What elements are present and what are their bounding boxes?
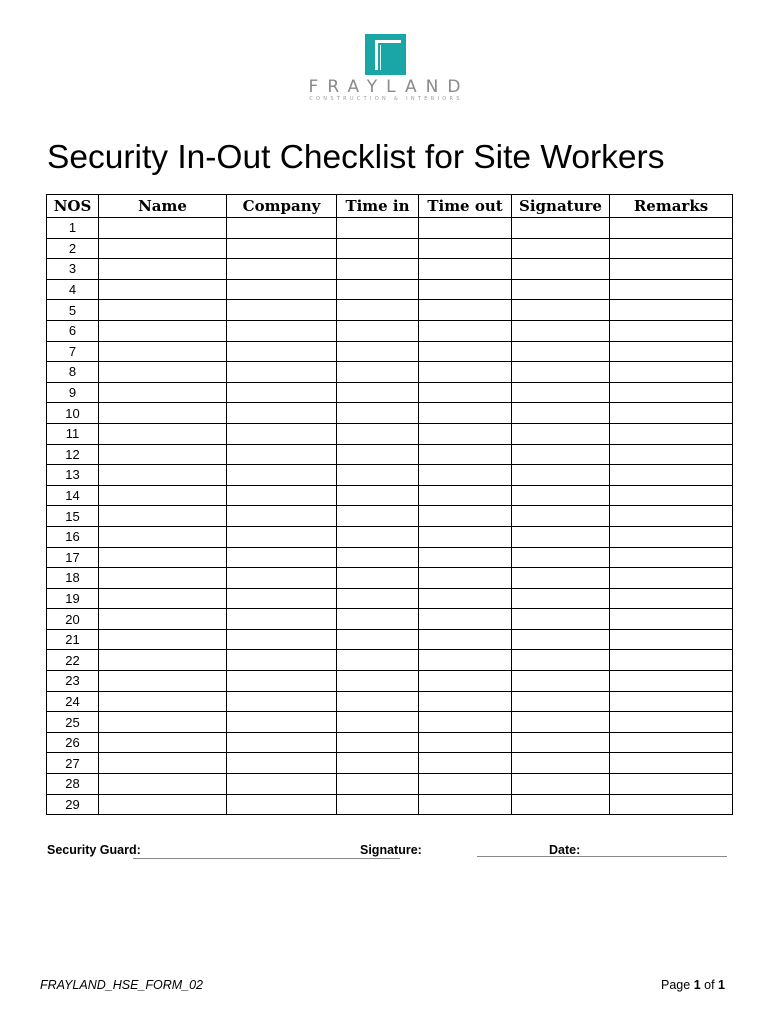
cell-name[interactable]	[99, 259, 227, 280]
cell-nos: 22	[47, 650, 99, 671]
cell-time-in[interactable]	[337, 465, 419, 486]
table-row	[47, 609, 733, 630]
cell-remarks[interactable]	[610, 279, 733, 300]
cell-time-in[interactable]	[337, 218, 419, 239]
table-row	[47, 588, 733, 609]
cell-remarks[interactable]	[610, 341, 733, 362]
logo-brand-name: FRAYLAND	[308, 77, 470, 97]
table-row	[47, 218, 733, 239]
cell-time-out[interactable]	[419, 774, 512, 795]
cell-name[interactable]	[99, 506, 227, 527]
cell-remarks[interactable]	[610, 320, 733, 341]
cell-name[interactable]	[99, 320, 227, 341]
cell-name[interactable]	[99, 444, 227, 465]
cell-name[interactable]	[99, 547, 227, 568]
cell-signature[interactable]	[512, 279, 610, 300]
cell-time-out[interactable]	[419, 671, 512, 692]
table-row	[47, 341, 733, 362]
cell-nos: 11	[47, 423, 99, 444]
cell-time-out[interactable]	[419, 218, 512, 239]
table-row	[47, 423, 733, 444]
cell-signature[interactable]	[512, 506, 610, 527]
cell-remarks[interactable]	[610, 588, 733, 609]
cell-remarks[interactable]	[610, 403, 733, 424]
table-row	[47, 279, 733, 300]
table-row	[47, 320, 733, 341]
table-row	[47, 794, 733, 815]
cell-signature[interactable]	[512, 526, 610, 547]
cell-time-in[interactable]	[337, 238, 419, 259]
cell-remarks[interactable]	[610, 629, 733, 650]
cell-signature[interactable]	[512, 629, 610, 650]
cell-time-in[interactable]	[337, 526, 419, 547]
cell-time-out[interactable]	[419, 423, 512, 444]
cell-time-out[interactable]	[419, 547, 512, 568]
cell-company[interactable]	[227, 362, 337, 383]
cell-time-in[interactable]	[337, 712, 419, 733]
cell-company[interactable]	[227, 671, 337, 692]
cell-remarks[interactable]	[610, 753, 733, 774]
cell-time-out[interactable]	[419, 568, 512, 589]
cell-remarks[interactable]	[610, 526, 733, 547]
page-number	[661, 978, 725, 992]
cell-remarks[interactable]	[610, 423, 733, 444]
cell-signature[interactable]	[512, 238, 610, 259]
cell-remarks[interactable]	[610, 774, 733, 795]
cell-time-out[interactable]	[419, 259, 512, 280]
cell-nos: 5	[47, 300, 99, 321]
cell-time-in[interactable]	[337, 588, 419, 609]
cell-remarks[interactable]	[610, 382, 733, 403]
cell-remarks[interactable]	[610, 568, 733, 589]
cell-time-in[interactable]	[337, 691, 419, 712]
cell-time-in[interactable]	[337, 444, 419, 465]
cell-nos: 14	[47, 485, 99, 506]
cell-name[interactable]	[99, 465, 227, 486]
table-row	[47, 506, 733, 527]
cell-company[interactable]	[227, 423, 337, 444]
cell-time-out[interactable]	[419, 279, 512, 300]
cell-time-out[interactable]	[419, 526, 512, 547]
cell-signature[interactable]	[512, 362, 610, 383]
table-row	[47, 732, 733, 753]
cell-time-in[interactable]	[337, 485, 419, 506]
cell-time-out[interactable]	[419, 794, 512, 815]
cell-time-in[interactable]	[337, 362, 419, 383]
cell-time-out[interactable]	[419, 588, 512, 609]
cell-nos: 26	[47, 732, 99, 753]
cell-signature[interactable]	[512, 609, 610, 630]
column-header-name: Name	[99, 195, 227, 218]
cell-signature[interactable]	[512, 794, 610, 815]
cell-name[interactable]	[99, 588, 227, 609]
cell-time-in[interactable]	[337, 506, 419, 527]
cell-time-in[interactable]	[337, 671, 419, 692]
cell-time-in[interactable]	[337, 650, 419, 671]
cell-signature[interactable]	[512, 691, 610, 712]
cell-nos: 19	[47, 588, 99, 609]
cell-nos: 9	[47, 382, 99, 403]
cell-name[interactable]	[99, 403, 227, 424]
cell-time-in[interactable]	[337, 300, 419, 321]
cell-remarks[interactable]	[610, 218, 733, 239]
cell-remarks[interactable]	[610, 547, 733, 568]
cell-company[interactable]	[227, 259, 337, 280]
form-code: FRAYLAND_HSE_FORM_02	[40, 978, 204, 992]
cell-nos: 13	[47, 465, 99, 486]
cell-nos: 7	[47, 341, 99, 362]
cell-time-in[interactable]	[337, 279, 419, 300]
cell-time-in[interactable]	[337, 609, 419, 630]
security-guard-label: Security Guard:	[47, 843, 141, 857]
cell-company[interactable]	[227, 341, 337, 362]
cell-nos: 10	[47, 403, 99, 424]
cell-remarks[interactable]	[610, 506, 733, 527]
cell-name[interactable]	[99, 423, 227, 444]
cell-signature[interactable]	[512, 774, 610, 795]
cell-name[interactable]	[99, 568, 227, 589]
signature-label: Signature:	[360, 843, 422, 857]
cell-company[interactable]	[227, 691, 337, 712]
cell-time-out[interactable]	[419, 320, 512, 341]
cell-company[interactable]	[227, 650, 337, 671]
table-row	[47, 403, 733, 424]
cell-time-in[interactable]	[337, 341, 419, 362]
cell-remarks[interactable]	[610, 362, 733, 383]
column-header-time-out: Time out	[419, 195, 512, 218]
cell-signature[interactable]	[512, 485, 610, 506]
cell-company[interactable]	[227, 218, 337, 239]
cell-name[interactable]	[99, 279, 227, 300]
table-header-row	[47, 195, 733, 218]
cell-nos: 3	[47, 259, 99, 280]
cell-name[interactable]	[99, 629, 227, 650]
cell-time-out[interactable]	[419, 629, 512, 650]
cell-company[interactable]	[227, 732, 337, 753]
cell-remarks[interactable]	[610, 691, 733, 712]
page-word: Page	[661, 978, 691, 992]
cell-time-in[interactable]	[337, 732, 419, 753]
cell-signature[interactable]	[512, 382, 610, 403]
cell-nos: 27	[47, 753, 99, 774]
cell-remarks[interactable]	[610, 444, 733, 465]
cell-name[interactable]	[99, 691, 227, 712]
table-row	[47, 671, 733, 692]
page-of-word: of	[704, 978, 715, 992]
cell-nos: 17	[47, 547, 99, 568]
table-row	[47, 712, 733, 733]
cell-remarks[interactable]	[610, 259, 733, 280]
cell-nos: 2	[47, 238, 99, 259]
cell-nos: 21	[47, 629, 99, 650]
cell-company[interactable]	[227, 568, 337, 589]
cell-name[interactable]	[99, 753, 227, 774]
cell-name[interactable]	[99, 218, 227, 239]
cell-signature[interactable]	[512, 341, 610, 362]
cell-time-out[interactable]	[419, 444, 512, 465]
cell-name[interactable]	[99, 732, 227, 753]
cell-company[interactable]	[227, 506, 337, 527]
cell-time-out[interactable]	[419, 300, 512, 321]
cell-time-out[interactable]	[419, 403, 512, 424]
cell-signature[interactable]	[512, 465, 610, 486]
table-row	[47, 691, 733, 712]
cell-name[interactable]	[99, 712, 227, 733]
cell-time-in[interactable]	[337, 259, 419, 280]
table-row	[47, 774, 733, 795]
cell-signature[interactable]	[512, 732, 610, 753]
cell-remarks[interactable]	[610, 609, 733, 630]
cell-company[interactable]	[227, 526, 337, 547]
page-total: 1	[718, 978, 725, 992]
column-header-signature: Signature	[512, 195, 610, 218]
logo-tagline: CONSTRUCTION & INTERIORS	[309, 96, 463, 102]
cell-name[interactable]	[99, 382, 227, 403]
cell-company[interactable]	[227, 774, 337, 795]
logo-mark-icon	[365, 34, 406, 75]
cell-remarks[interactable]	[610, 650, 733, 671]
cell-name[interactable]	[99, 341, 227, 362]
column-header-nos: NOS	[47, 195, 99, 218]
table-row	[47, 238, 733, 259]
cell-nos: 24	[47, 691, 99, 712]
cell-time-out[interactable]	[419, 382, 512, 403]
cell-nos: 23	[47, 671, 99, 692]
cell-company[interactable]	[227, 300, 337, 321]
cell-signature[interactable]	[512, 753, 610, 774]
cell-nos: 4	[47, 279, 99, 300]
cell-company[interactable]	[227, 588, 337, 609]
cell-name[interactable]	[99, 238, 227, 259]
cell-time-in[interactable]	[337, 568, 419, 589]
cell-company[interactable]	[227, 444, 337, 465]
cell-nos: 16	[47, 526, 99, 547]
checklist-table	[46, 194, 733, 815]
cell-remarks[interactable]	[610, 671, 733, 692]
cell-time-out[interactable]	[419, 465, 512, 486]
cell-company[interactable]	[227, 712, 337, 733]
cell-company[interactable]	[227, 609, 337, 630]
cell-time-out[interactable]	[419, 650, 512, 671]
column-header-time-in: Time in	[337, 195, 419, 218]
cell-time-out[interactable]	[419, 609, 512, 630]
cell-nos: 25	[47, 712, 99, 733]
cell-nos: 29	[47, 794, 99, 815]
cell-time-out[interactable]	[419, 362, 512, 383]
cell-name[interactable]	[99, 609, 227, 630]
cell-remarks[interactable]	[610, 238, 733, 259]
cell-time-out[interactable]	[419, 712, 512, 733]
cell-time-in[interactable]	[337, 753, 419, 774]
column-header-remarks: Remarks	[610, 195, 733, 218]
cell-nos: 15	[47, 506, 99, 527]
cell-time-in[interactable]	[337, 423, 419, 444]
cell-remarks[interactable]	[610, 300, 733, 321]
cell-signature[interactable]	[512, 218, 610, 239]
table-row	[47, 568, 733, 589]
cell-company[interactable]	[227, 238, 337, 259]
cell-name[interactable]	[99, 300, 227, 321]
cell-nos: 1	[47, 218, 99, 239]
page-current: 1	[693, 978, 701, 992]
cell-signature[interactable]	[512, 300, 610, 321]
column-header-company: Company	[227, 195, 337, 218]
cell-signature[interactable]	[512, 588, 610, 609]
cell-company[interactable]	[227, 629, 337, 650]
cell-signature[interactable]	[512, 444, 610, 465]
date-label: Date:	[549, 843, 581, 857]
cell-time-in[interactable]	[337, 629, 419, 650]
cell-signature[interactable]	[512, 547, 610, 568]
table-body	[47, 218, 733, 815]
cell-signature[interactable]	[512, 259, 610, 280]
cell-nos: 6	[47, 320, 99, 341]
table-row	[47, 629, 733, 650]
cell-time-out[interactable]	[419, 485, 512, 506]
cell-signature[interactable]	[512, 650, 610, 671]
cell-signature[interactable]	[512, 568, 610, 589]
cell-time-in[interactable]	[337, 547, 419, 568]
cell-time-in[interactable]	[337, 320, 419, 341]
cell-signature[interactable]	[512, 423, 610, 444]
cell-signature[interactable]	[512, 403, 610, 424]
table-row	[47, 259, 733, 280]
cell-nos: 12	[47, 444, 99, 465]
cell-remarks[interactable]	[610, 732, 733, 753]
cell-time-in[interactable]	[337, 794, 419, 815]
cell-nos: 8	[47, 362, 99, 383]
cell-name[interactable]	[99, 650, 227, 671]
table-row	[47, 465, 733, 486]
table-row	[47, 485, 733, 506]
cell-company[interactable]	[227, 320, 337, 341]
cell-name[interactable]	[99, 526, 227, 547]
cell-company[interactable]	[227, 753, 337, 774]
cell-company[interactable]	[227, 382, 337, 403]
cell-time-out[interactable]	[419, 691, 512, 712]
cell-name[interactable]	[99, 774, 227, 795]
cell-signature[interactable]	[512, 320, 610, 341]
cell-company[interactable]	[227, 403, 337, 424]
cell-name[interactable]	[99, 671, 227, 692]
cell-remarks[interactable]	[610, 712, 733, 733]
cell-time-out[interactable]	[419, 506, 512, 527]
cell-company[interactable]	[227, 547, 337, 568]
table-row	[47, 650, 733, 671]
cell-time-out[interactable]	[419, 753, 512, 774]
security-guard-field-line[interactable]	[133, 858, 400, 859]
cell-remarks[interactable]	[610, 485, 733, 506]
cell-name[interactable]	[99, 485, 227, 506]
cell-nos: 20	[47, 609, 99, 630]
cell-company[interactable]	[227, 794, 337, 815]
table-row	[47, 300, 733, 321]
page-title: Security In-Out Checklist for Site Workers	[47, 139, 665, 176]
cell-name[interactable]	[99, 362, 227, 383]
cell-time-in[interactable]	[337, 382, 419, 403]
cell-time-out[interactable]	[419, 732, 512, 753]
table-row	[47, 382, 733, 403]
cell-time-in[interactable]	[337, 403, 419, 424]
cell-company[interactable]	[227, 465, 337, 486]
cell-time-out[interactable]	[419, 238, 512, 259]
table-row	[47, 547, 733, 568]
cell-signature[interactable]	[512, 712, 610, 733]
table-row	[47, 753, 733, 774]
cell-nos: 18	[47, 568, 99, 589]
table-row	[47, 444, 733, 465]
cell-signature[interactable]	[512, 671, 610, 692]
signature-date-field-line[interactable]	[477, 856, 727, 857]
cell-name[interactable]	[99, 794, 227, 815]
cell-remarks[interactable]	[610, 794, 733, 815]
cell-company[interactable]	[227, 279, 337, 300]
cell-time-out[interactable]	[419, 341, 512, 362]
company-logo	[280, 34, 492, 104]
table-row	[47, 526, 733, 547]
cell-nos: 28	[47, 774, 99, 795]
cell-remarks[interactable]	[610, 465, 733, 486]
table-row	[47, 362, 733, 383]
cell-company[interactable]	[227, 485, 337, 506]
cell-time-in[interactable]	[337, 774, 419, 795]
